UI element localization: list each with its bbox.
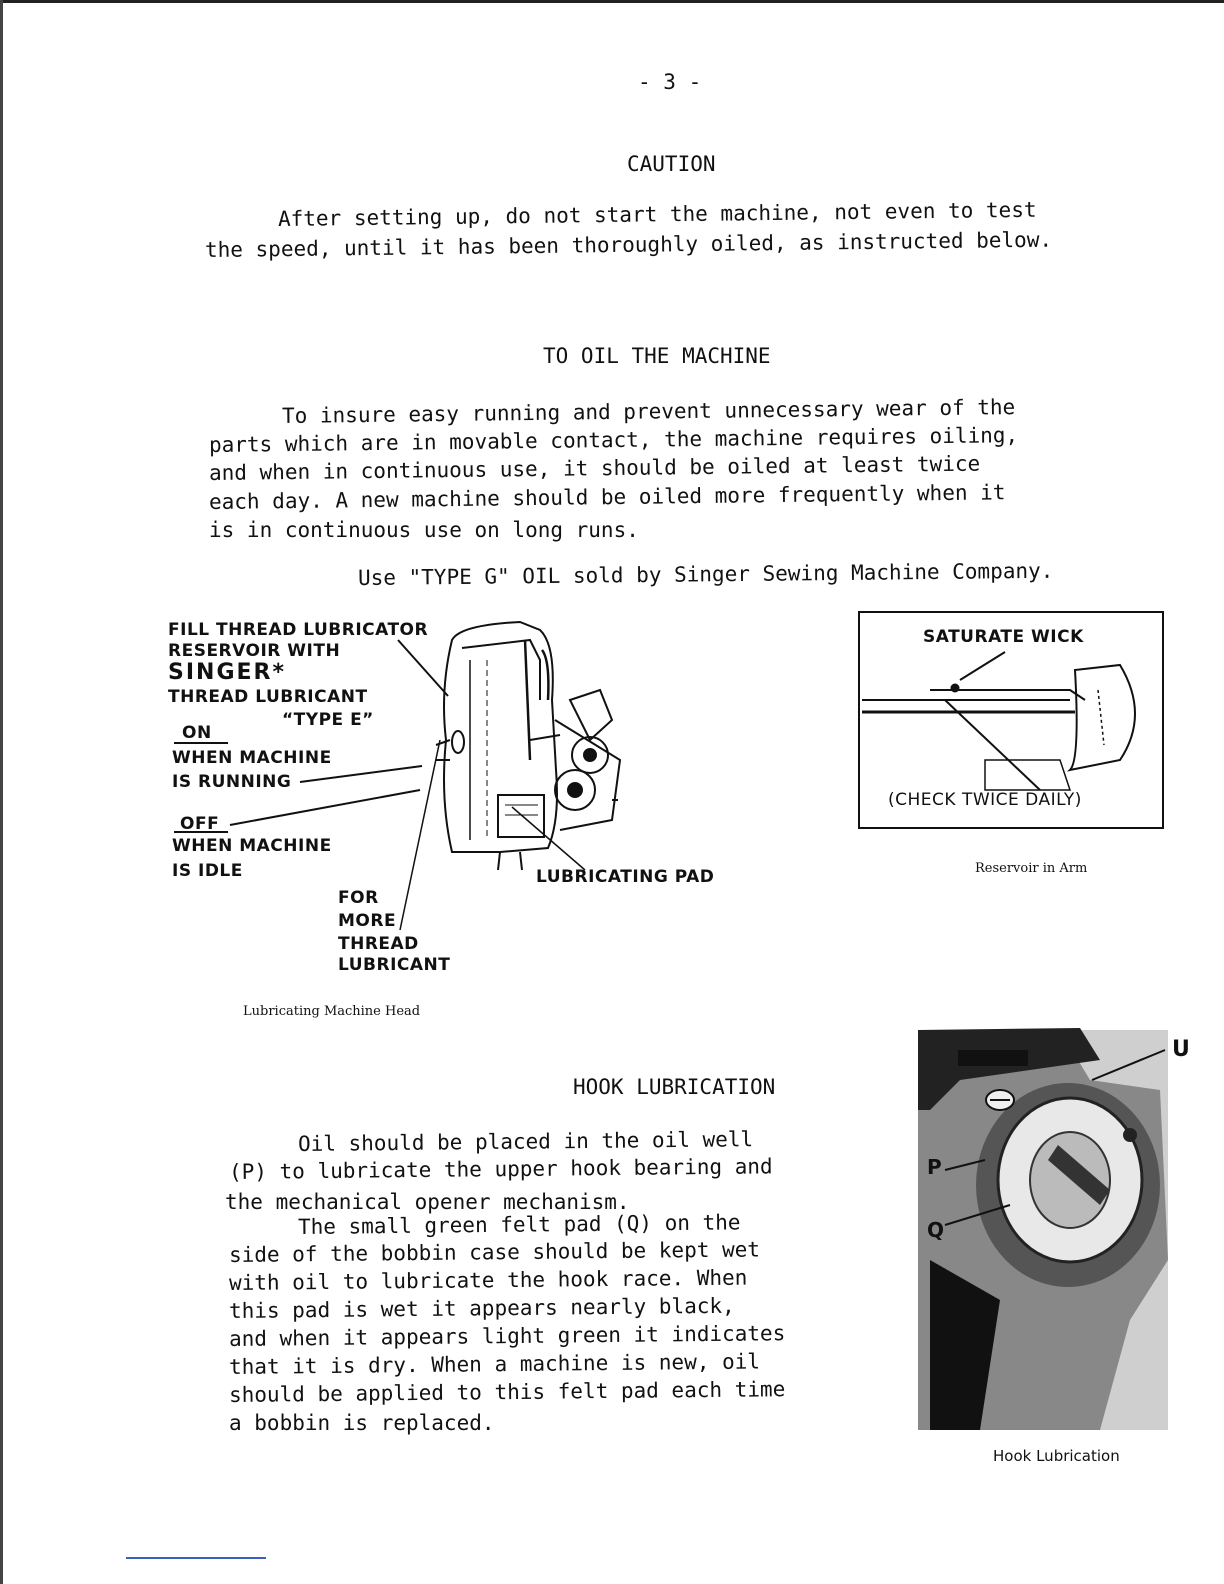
oil-line: each day. A new machine should be oiled more frequently when it bbox=[208, 480, 1006, 514]
hook-line: Oil should be placed in the oil well bbox=[297, 1127, 754, 1156]
oil-heading: TO OIL THE MACHINE bbox=[543, 344, 771, 368]
oil-line: is in continuous use on long runs. bbox=[209, 518, 639, 542]
footnote-rule bbox=[126, 1557, 266, 1559]
page-number: - 3 - bbox=[638, 70, 702, 94]
oil-type-note: Use "TYPE G" OIL sold by Singer Sewing Machine Company. bbox=[357, 558, 1054, 590]
label-check-twice-daily: (CHECK TWICE DAILY) bbox=[888, 790, 1082, 810]
caution-line: the speed, until it has been thoroughly oiled, as instructed below. bbox=[204, 227, 1053, 262]
hook-slot bbox=[958, 1050, 1028, 1066]
hook-line: a bobbin is replaced. bbox=[229, 1411, 495, 1435]
label-fill-thread-lubricator: FILL THREAD LUBRICATOR bbox=[168, 620, 429, 640]
caption-lubricating-machine-head: Lubricating Machine Head bbox=[243, 1004, 421, 1019]
label-for: FOR bbox=[338, 888, 379, 908]
label-type-e: “TYPE E” bbox=[282, 710, 374, 730]
bobbin-screw bbox=[1123, 1128, 1137, 1142]
hook-line: with oil to lubricate the hook race. When bbox=[228, 1265, 748, 1295]
label-when-machine-running: WHEN MACHINE bbox=[172, 748, 332, 768]
label-is-running: IS RUNNING bbox=[172, 772, 292, 792]
hook-line: should be applied to this felt pad each time bbox=[228, 1377, 786, 1407]
hook-line: this pad is wet it appears nearly black, bbox=[228, 1293, 735, 1323]
hook-line: that it is dry. When a machine is new, oil bbox=[228, 1349, 761, 1379]
label-lubricant: LUBRICANT bbox=[338, 955, 451, 975]
label-thread-lubricant: THREAD LUBRICANT bbox=[168, 687, 368, 707]
oil-line: To insure easy running and prevent unnecessary wear of the bbox=[281, 395, 1016, 428]
oil-line: and when in continuous use, it should be oiled at least twice bbox=[208, 451, 981, 485]
caption-reservoir-in-arm: Reservoir in Arm bbox=[975, 861, 1088, 876]
label-off: OFF bbox=[180, 814, 220, 834]
label-lubricating-pad: LUBRICATING PAD bbox=[536, 867, 715, 887]
label-reservoir-with: RESERVOIR WITH bbox=[168, 641, 341, 661]
label-when-machine-idle: WHEN MACHINE bbox=[172, 836, 332, 856]
label-u: U bbox=[1172, 1037, 1191, 1062]
hook-line: the mechanical opener mechanism. bbox=[225, 1190, 630, 1214]
label-more: MORE bbox=[338, 911, 397, 931]
hook-line: side of the bobbin case should be kept wet bbox=[228, 1237, 761, 1267]
caution-heading: CAUTION bbox=[627, 152, 716, 176]
label-saturate-wick: SATURATE WICK bbox=[923, 627, 1084, 647]
hook-line: The small green felt pad (Q) on the bbox=[297, 1210, 741, 1239]
label-is-idle: IS IDLE bbox=[172, 861, 243, 881]
label-p: P bbox=[927, 1155, 943, 1179]
label-q: Q bbox=[927, 1218, 945, 1242]
label-on: ON bbox=[182, 723, 212, 743]
caution-line: After setting up, do not start the machine, not even to test bbox=[277, 197, 1037, 231]
hook-line: (P) to lubricate the upper hook bearing and bbox=[228, 1154, 773, 1184]
label-thread: THREAD bbox=[338, 934, 419, 954]
label-singer-brand: SINGER* bbox=[168, 660, 286, 685]
oil-line: parts which are in movable contact, the machine requires oiling, bbox=[208, 423, 1019, 457]
caption-hook-lubrication: Hook Lubrication bbox=[993, 1447, 1120, 1465]
hook-line: and when it appears light green it indicates bbox=[228, 1321, 786, 1351]
hook-heading: HOOK LUBRICATION bbox=[573, 1075, 776, 1099]
